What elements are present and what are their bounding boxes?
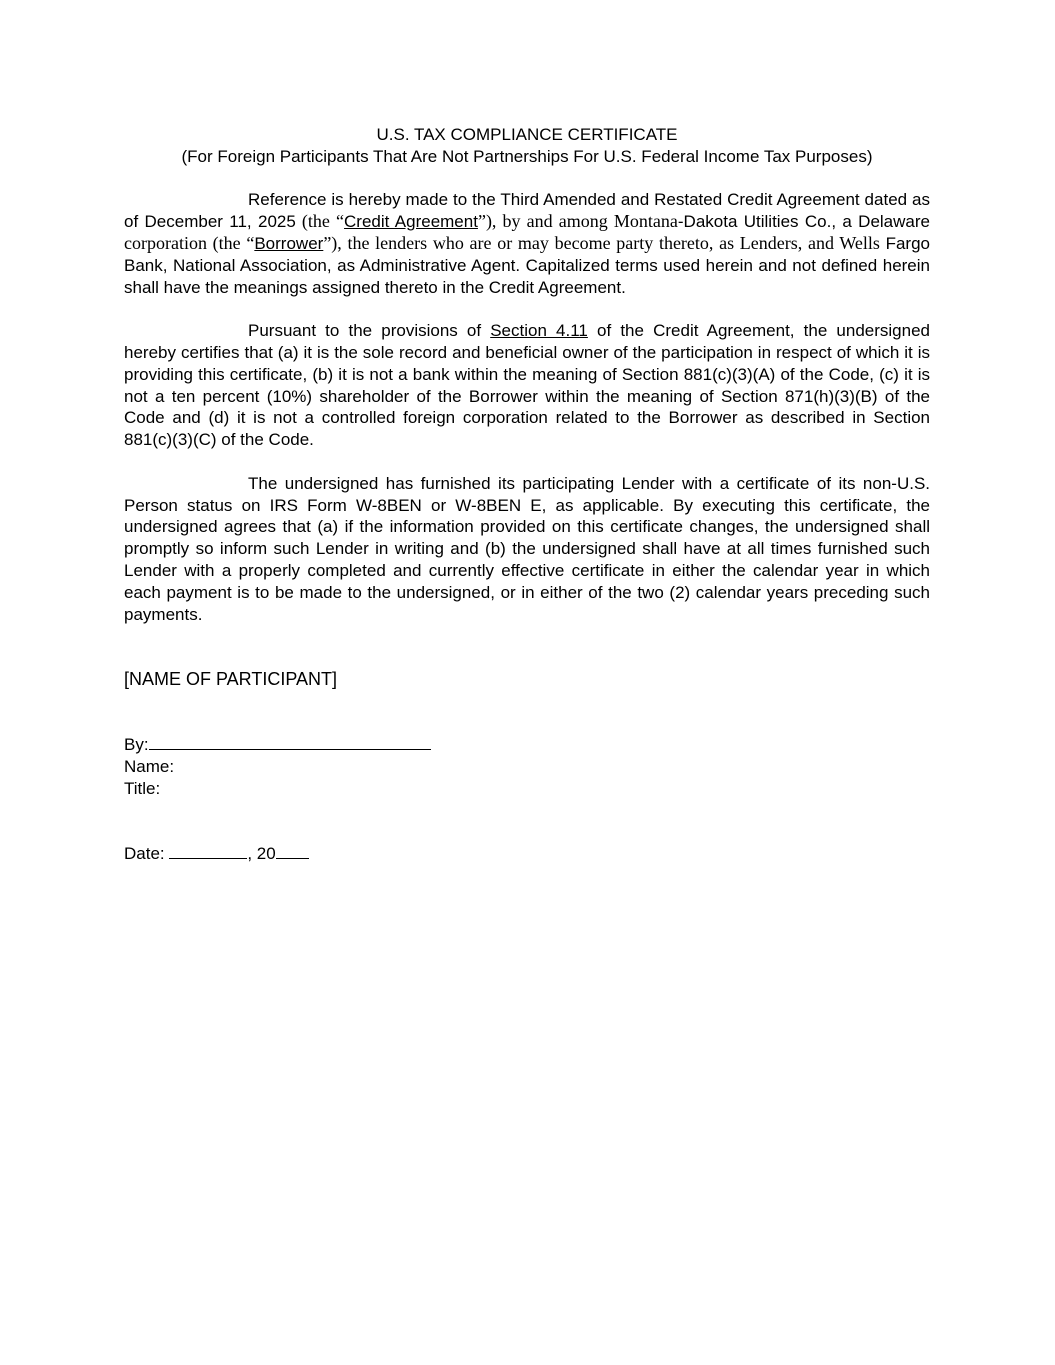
credit-agreement-term: Credit Agreement <box>344 212 478 232</box>
section-reference: Section 4.11 <box>490 321 588 341</box>
certification-paragraph: Pursuant to the provisions of Section 4.11 of the Credit Agreement, the undersigned hereby certifies that (a) it is the sole record and beneficial owner of the participation in respect of which it is providing this certificate, (b) it is not a bank within the meaning of Section 881(c)(3)(A) of the Code, (c) it is not a ten percent (10%) shareholder of the Borrower within the meaning of Section 871(h)(3)(B) of the Code and (d) it is not a controlled foreign corporation related to the Borrower as described in Section 881(c)(3)(C) of the Code. <box>124 321 930 450</box>
signature-blank <box>149 734 431 750</box>
date-line: Date: , 20 <box>124 843 930 865</box>
certificate-subtitle: (For Foreign Participants That Are Not Partnerships For U.S. Federal Income Tax Purposes) <box>181 146 873 166</box>
certificate-title: U.S. TAX COMPLIANCE CERTIFICATE <box>376 125 678 144</box>
signer-title-label: Title: <box>124 778 161 798</box>
signature-by-line: By: <box>124 734 930 756</box>
undertaking-paragraph: The undersigned has furnished its participating Lender with a certificate of its non-U.S. Person status on IRS Form W-8BEN or W-8BEN E, as applicable. By executing this certificate, the undersigned agrees that (a) if the information provided on this certificate changes, the undersigned shall promptly so inform such Lender in writing and (b) the undersigned shall have at all times furnished such Lender with a properly completed and currently effective certificate in either the calendar year in which each payment is to be made to the undersigned, or in either of the two (2) calendar years preceding such payments. <box>124 473 930 624</box>
reference-paragraph: Reference is hereby made to the Third Amended and Restated Credit Agreement dated as of December 11, 2025 (the “Credit Agreement”), by and among Montana-Dakota Utilities Co., a Delaware corporation (the “Borrower”), the lenders who are or may become party thereto, as Lenders, and Wells Fargo Bank, National Association, as Administrative Agent. Capitalized terms used herein and not defined herein shall have the meanings assigned thereto in the Credit Agreement. <box>124 190 930 297</box>
document-page <box>124 124 930 865</box>
participant-name: [NAME OF PARTICIPANT] <box>124 668 338 689</box>
borrower-term: Borrower <box>254 233 324 253</box>
date-year-blank <box>276 843 309 859</box>
signer-name-label: Name: <box>124 757 175 777</box>
date-month-blank <box>169 843 247 859</box>
